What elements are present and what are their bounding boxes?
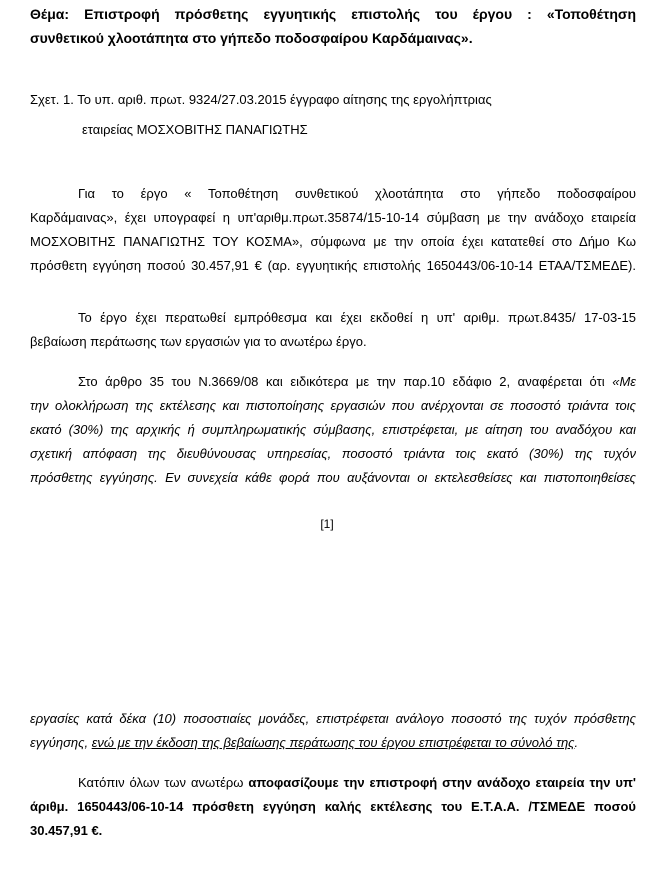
- document-subject: [30, 2, 636, 50]
- subject-line-1: Θέμα: Επιστροφή πρόσθετης εγγυητικής επιστολής του έργου : «Τοποθέτηση: [30, 6, 636, 22]
- reference-line-2: εταιρείας ΜΟΣΧΟΒΙΤΗΣ ΠΑΝΑΓΙΩΤΗΣ: [82, 122, 308, 137]
- quoted-text: «Με: [612, 374, 636, 389]
- paragraph-decision: [30, 771, 636, 843]
- paragraph-line: πρόσθετη εγγύηση ποσού 30.457,91 € (αρ. εγγυητικής επιστολής 1650443/06-10-14 ΕΤΑΑ/ΤΣΜΕΔΕ).: [30, 258, 636, 273]
- paragraph-line: Το έργο έχει περατωθεί εμπρόθεσμα και έχει εκδοθεί η υπ' αριθμ. πρωτ.8435/ 17-03-15: [78, 310, 636, 325]
- reference-note: [30, 88, 636, 142]
- paragraph-law-article: [30, 370, 636, 490]
- subject-line-2: συνθετικού χλοοτάπητα στο γήπεδο ποδοσφαίρου Καρδάμαινας».: [30, 30, 473, 46]
- paragraph-text: Στο άρθρο 35 του Ν.3669/08 και ειδικότερα με την παρ.10 εδάφιο 2, αναφέρεται ότι: [78, 374, 613, 389]
- decision-line: άριθμ. 1650443/06-10-14 πρόσθετη εγγύηση καλής εκτέλεσης του Ε.Τ.Α.Α. /ΤΣΜΕΔΕ ποσού: [30, 799, 636, 814]
- quoted-text: εγγύησης,: [30, 735, 92, 750]
- decision-text: αποφασίζουμε την επιστροφή στην ανάδοχο εταιρεία την υπ': [248, 775, 636, 790]
- reference-line-1: Σχετ. 1. Το υπ. αριθ. πρωτ. 9324/27.03.2015 έγγραφο αίτησης της εργολήπτριας: [30, 92, 492, 107]
- paragraph-text: Κατόπιν όλων των ανωτέρω: [78, 775, 249, 790]
- quoted-line: την ολοκλήρωση της εκτέλεσης και πιστοποίησης εργασιών που ανέρχονται σε ποσοστό τριάντα τοις: [30, 398, 636, 413]
- quoted-text: .: [574, 735, 579, 750]
- decision-amount: 30.457,91 €.: [30, 823, 103, 838]
- page-number: [1]: [320, 517, 334, 531]
- quoted-line: [30, 731, 636, 755]
- quoted-line: πρόσθετης εγγύησης. Εν συνεχεία κάθε φορά που αυξάνονται οι εκτελεσθείσες και πιστοποιηθείσες: [30, 470, 636, 485]
- paragraph-line: Καρδάμαινας», έχει υπογραφεί η υπ'αριθμ.πρωτ.35874/15-10-14 σύμβαση με την ανάδοχο εταιρεία: [30, 210, 636, 225]
- paragraph-line: Για το έργο « Τοποθέτηση συνθετικού χλοοτάπητα στο γήπεδο ποδοσφαίρου: [78, 186, 636, 201]
- paragraph-line: βεβαίωση περάτωσης των εργασιών για το ανωτέρω έργο.: [30, 334, 367, 349]
- paragraph-line: ΜΟΣΧΟΒΙΤΗΣ ΠΑΝΑΓΙΩΤΗΣ ΤΟΥ ΚΟΣΜΑ», σύμφωνα με την οποία έχει κατατεθεί στο Δήμο Κω: [30, 234, 636, 249]
- quoted-line: σχετική απόφαση της διευθύνουσας υπηρεσίας, ποσοστό τριάντα τοις εκατό (30%) της τυχόν: [30, 446, 636, 461]
- paragraph-line: [30, 370, 636, 394]
- paragraph-completion: [30, 306, 636, 354]
- quoted-line: εκατό (30%) της αρχικής ή συμπληρωματικής σύμβασης, επιστρέφεται, με αίτηση του αναδόχου και: [30, 422, 636, 437]
- quoted-line: εργασίες κατά δέκα (10) ποσοστιαίες μονάδες, επιστρέφεται ανάλογο ποσοστό της τυχόν πρόσθετης: [30, 711, 636, 726]
- paragraph-contract: [30, 182, 636, 278]
- paragraph-line: [30, 771, 636, 795]
- paragraph-law-continued: [30, 707, 636, 755]
- underlined-text: ενώ με την έκδοση της βεβαίωσης περάτωσης του έργου επιστρέφεται το σύνολό της: [91, 735, 575, 750]
